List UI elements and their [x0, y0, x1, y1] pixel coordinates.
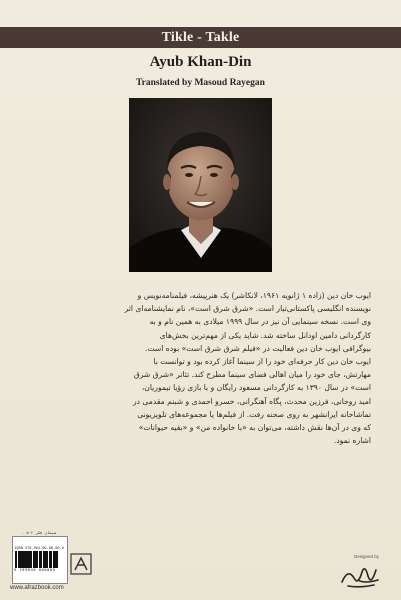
bio-line: است» در سال ۱۳۹۰ به کارگردانی مسعود رایگان و با بازی رؤیا تیموریان، [141, 383, 371, 393]
translator-credit: Translated by Masoud Rayegan [136, 78, 265, 88]
book-title: Tikle - Takle [161, 29, 240, 45]
author-biography [30, 289, 371, 447]
barcode-bars [15, 551, 63, 568]
bio-line: کارگردانی دامین اودانل ساخته شد. شاید یکی از مهم‌ترین بخش‌های [159, 330, 371, 340]
bio-line: وی است. نسخه سینمایی آن نیز در سال ۱۹۹۹ میلادی به همین نام و به [149, 317, 371, 327]
bio-line: ایوب خان دین (زاده ۱ ژانویه ۱۹۶۱، لانکاشر) یک هنرپیشه، فیلمنامه‌نویس و [137, 291, 371, 300]
bio-line: نویسنده انگلیسی پاکستانی‌تبار است. «شرق شرق است»، نام نمایشنامه‌ای اثر [124, 304, 371, 314]
designer-signature-icon [338, 560, 384, 590]
bio-line: ایوب خان دین کار حرفه‌ای خود را از سینما آغاز کرده بود و توانست با [153, 357, 371, 367]
bio-line: امید روحانی، فرزین محدث، پگاه آهنگرانی، خسرو احمدی و شبنم مقدمی در [132, 396, 371, 406]
publisher-website: www.afrazbook.com [10, 585, 64, 591]
bio-line: اشاره نمود. [333, 436, 371, 446]
designed-by-label: Designed by [354, 554, 380, 559]
bio-line: بیوگرافی ایوب خان دین فعالیت در «فیلم شرق شرق است» بوده است. [145, 343, 371, 353]
bio-line: مهارتش، جای خود را میان اهالی فضای سینما مطرح کند. تئاتر «شرق شرق [133, 370, 371, 380]
publisher-logo-icon [70, 553, 92, 575]
isbn-text: ISBN 978-964-00-00-00-0 [14, 546, 64, 550]
barcode-digits: 9 789640 000000 [14, 568, 56, 572]
bio-line: که وی در آن‌ها نقش داشته، می‌توان به «با خانواده من» و «بقیه حیوانات» [138, 423, 371, 433]
author-portrait-illustration [129, 98, 272, 272]
bio-line: تماشاخانه ایرانشهر به روی صحنه رفت. از فیلم‌ها یا مجموعه‌های تلویزیونی [137, 409, 371, 419]
author-photo [129, 98, 272, 272]
title-band [0, 27, 401, 48]
author-name: Ayub Khan-Din [149, 54, 252, 70]
barcode-bar [57, 551, 58, 568]
series-price-line: سیمای فکر ۵۰۲ - [21, 530, 57, 535]
